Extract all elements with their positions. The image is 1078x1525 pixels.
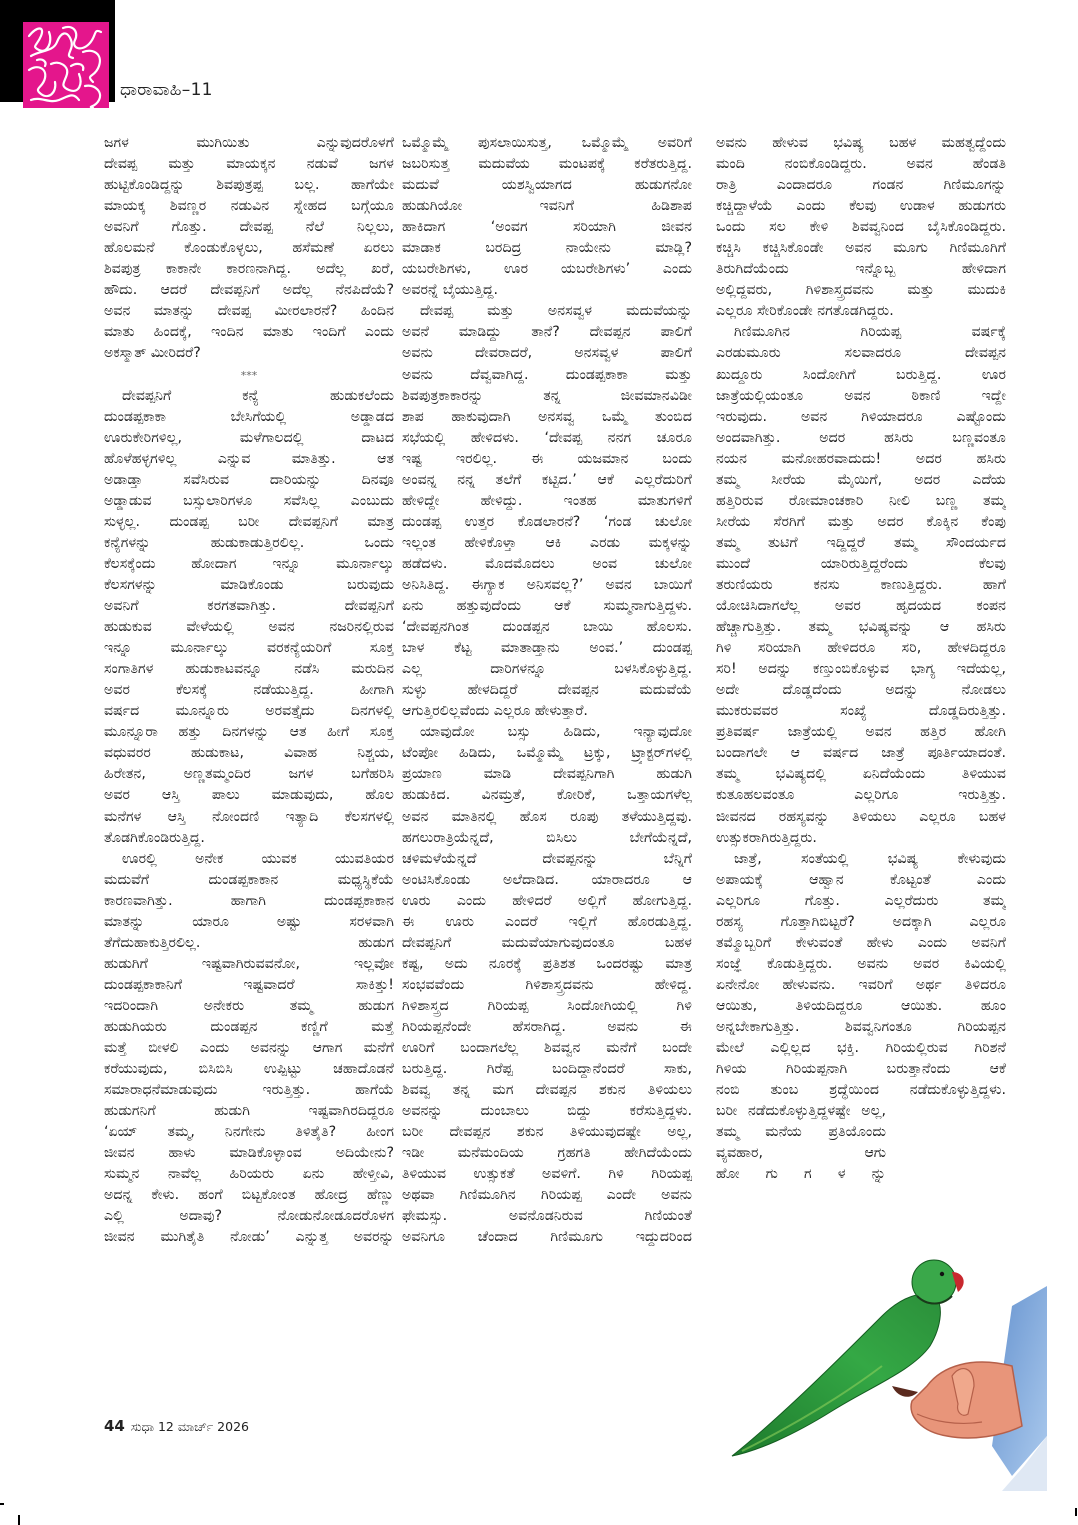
text-line: ಶಿವವ್ವ ತನ್ನ ಮಗ ದೇವಪ್ಪನ ಶಕುನ ತಿಳಿಯಲು — [402, 1082, 692, 1099]
text-line: ಫೇಮಸ್ಸು. ಅವನೊಡನಿರುವ ಗಿಣಿಯಂತೆ — [402, 1208, 692, 1225]
text-line: ಹುಡುಗಿಯೋ ಇವನಿಗೆ ಹಿಡಿಶಾಪ — [402, 198, 692, 215]
text-line: ಮತ್ತೆ ಬೀಳಲಿ ಎಂದು ಅವನನ್ನು ಆಗಾಗ ಮನೆಗೆ — [104, 1040, 394, 1057]
text-line: ಅವನು ಹೇಳುವ ಭವಿಷ್ಯ ಬಹಳ ಮಹತ್ವದ್ದೆಂದು — [716, 135, 1006, 151]
text-line: ಉತ್ಸುಕರಾಗಿರುತ್ತಿದ್ದರು. — [716, 829, 817, 846]
text-line: ಸರಿ! ಅದನ್ನು ಕಣ್ತುಂಬಿಕೊಳ್ಳುವ ಭಾಗ್ಯ ಇದೆಯಲ್ಲ, — [716, 661, 1006, 678]
text-line: ರಹಸ್ಯ ಗೊತ್ತಾಗಿಬಿಟ್ಟರೆ? ಅದಕ್ಕಾಗಿ ಎಲ್ಲರೂ — [716, 913, 1006, 930]
text-line: ಸುಳ್ಳು ಹೇಳದಿದ್ದರೆ ದೇವಪ್ಪನ ಮದುವೆಯೆ — [402, 682, 692, 699]
text-line: ಮುಕರುವವರ ಸಂಖ್ಯೆ ದೊಡ್ಡದಿರುತ್ತಿತ್ತು. — [716, 703, 1006, 720]
text-line: ಹೋ ಗು ಗ ಳ ನ್ನು — [716, 1166, 886, 1183]
text-line: ದೇವಪ್ಪನಿಗೆ ಕನ್ಯೆ ಹುಡುಕಲೆಂದು — [122, 387, 394, 404]
text-line: ವ್ಯವಹಾರ, ಆಗು — [716, 1145, 886, 1162]
text-line: ತಿಳಿಯುವ ಉತ್ಸುಕತೆ ಅವಳಿಗೆ. ಗಿಳಿ ಗಿರಿಯಪ್ಪ — [402, 1166, 692, 1183]
text-line: ಹುಡುಗನಿಗೆ ಹುಡುಗಿ ಇಷ್ಟವಾಗಿರದಿದ್ದರೂ — [104, 1103, 394, 1120]
text-line: ಜೀವನ ಮುಗಿತೈತಿ ನೋಡು’ ಎನ್ನುತ್ತ ಅವರನ್ನು — [104, 1229, 394, 1246]
text-line: ಜಗಳ ಮುಗಿಯಿತು ಎನ್ನುವುದರೊಳಗೆ — [104, 135, 394, 151]
text-line: ಹೇಳಿದ್ದೇ ಹೇಳಿದ್ದು. ಇಂತಹ ಮಾತುಗಳಿಗೆ — [402, 492, 692, 509]
text-line: ಇಷ್ಟ ಇರಲಿಲ್ಲ. ಈ ಯಜಮಾನ ಬಂದು — [402, 450, 692, 467]
text-line: ಇರುವುದು. ಅವನ ಗಿಳಿಯಾದರೂ ಎಷ್ಟೊಂದು — [716, 408, 1006, 425]
text-line: ನಂಬಿ ತುಂಬ ಶ್ರದ್ಧೆಯಿಂದ ನಡೆದುಕೊಳ್ಳುತ್ತಿದ್ದಳು. — [716, 1082, 1006, 1099]
page-footer — [104, 1417, 249, 1435]
text-line: ಏನು ಹತ್ತುವುದೆಂದು ಆಕೆ ಸುಮ್ಮನಾಗುತ್ತಿದ್ದಳು. — [402, 598, 692, 615]
text-line: ಕೆಲಸಗಳನ್ನು ಮಾಡಿಕೊಂಡು ಬರುವುದು — [104, 576, 394, 593]
publication-date: ಸುಧಾ 12 ಮಾರ್ಚ್ 2026 — [130, 1419, 249, 1434]
text-line: ಸಂಗಾತಿಗಳ ಹುಡುಕಾಟವನ್ನೂ ನಡೆಸಿ ಮರುದಿನ — [104, 661, 394, 678]
text-line: ಎಲ್ಲರಿಗೂ ಗೊತ್ತು. ಎಲ್ಲರೆದುರು ತಮ್ಮ — [716, 892, 1006, 909]
text-line: ಅವನು ದೇವರಾದರೆ, ಅನಸವ್ವಳ ಪಾಲಿಗೆ — [402, 345, 692, 362]
text-line: ಏನೇನೋ ಹೇಳುವನು. ಇವರಿಗೆ ಅರ್ಥ ತಿಳಿದರೂ — [716, 976, 1006, 993]
text-line: ಇದರಿಂದಾಗಿ ಅನೇಕರು ತಮ್ಮ ಹುಡುಗ — [104, 997, 394, 1014]
crop-mark — [1075, 1508, 1077, 1516]
text-line: ವಧುವರರ ಹುಡುಕಾಟ, ವಿವಾಹ ನಿಶ್ಚಯ, — [104, 745, 394, 762]
text-line: ಮುಂದೆ ಯಾರಿರುತ್ತಿದ್ದರೆಂದು ಕೆಲವು — [716, 555, 1006, 572]
text-line: ಒಂದು ಸಲ ಕೇಳಿ ಶಿವವ್ವನಿಂದ ಬೈಸಿಕೊಂಡಿದ್ದರು. — [716, 219, 1006, 236]
text-line: ಅವನ ಮಾತಿನಲ್ಲಿ ಹೊಸ ರೂಪು ತಳೆಯುತ್ತಿದ್ದವು. — [402, 808, 692, 825]
text-line: ಈ ಊರು ಎಂದರೆ ಇಲ್ಲಿಗೆ ಹೊರಡುತ್ತಿದ್ದ. — [402, 913, 692, 930]
text-line: ‘ಏಯ್ ತಮ್ಮ, ನಿನಗೇನು ತಿಳಿತೈತಿ? ಹೀಂಗ — [104, 1124, 394, 1141]
text-line: ಹುಡುಕುವ ವೇಳೆಯಲ್ಲಿ ಅವನ ನಜರಿನಲ್ಲಿರುವ — [104, 619, 394, 636]
text-line: ಅಕಸ್ಮಾತ್ ಮೀರಿದರೆ? — [104, 345, 201, 362]
text-line: ಜಾತ್ರೆ, ಸಂತೆಯಲ್ಲಿ ಭವಿಷ್ಯ ಕೇಳುವುದು — [734, 850, 1006, 867]
text-line: ಯಬರೇಶಿಗಳು, ಊರ ಯಬರೇಶಿಗಳು’ ಎಂದು — [402, 261, 692, 278]
text-line: ಶಿವಪುತ್ರಕಾಕಾರನ್ನು ತನ್ನ ಜೀವಮಾನವಿಡೀ — [402, 387, 692, 404]
page-number: 44 — [104, 1417, 125, 1435]
text-line: ಎಲ್ಲರೂ ಸೇರಿಕೊಂಡೇ ನಗತೊಡಗಿದ್ದರು. — [716, 303, 894, 320]
article-column-3 — [716, 133, 1006, 1185]
text-line: ಸೀರೆಯ ಸೆರಗಿಗೆ ಮತ್ತು ಅದರ ಕೊಕ್ಕಿನ ಕೆಂಪು — [716, 513, 1006, 530]
text-line: ಪ್ರತಿವರ್ಷ ಜಾತ್ರೆಯಲ್ಲಿ ಅವನ ಹತ್ತಿರ ಹೋಗಿ — [716, 724, 1006, 741]
text-line: ಮಾತು ಹಿಂದಕ್ಕೆ, ಇಂದಿನ ಮಾತು ಇಂದಿಗೆ ಎಂದು — [104, 324, 394, 341]
text-line: ಹಡೆದಳು. ಮೊದಮೊದಲು ಅಂವ ಚುಲೋ — [402, 555, 692, 572]
text-line: ಹೌದು. ಆದರೆ ದೇವಪ್ಪನಿಗೆ ಅದೆಲ್ಲ ನೆನಪಿದೆಯೆ? — [104, 282, 394, 299]
text-line: ಕುತೂಹಲವಂತೂ ಎಲ್ಲರಿಗೂ ಇರುತ್ತಿತ್ತು. — [716, 787, 1006, 804]
text-line: ಗಿರಿಯಪ್ಪನೆಂದೇ ಹೆಸರಾಗಿದ್ದ. ಅವನು ಈ — [402, 1018, 692, 1035]
text-line: ತಮ್ಮ ಮನೆಯ ಪ್ರತಿಯೊಂದು — [716, 1124, 886, 1141]
text-line: ಕನ್ಯೆಗಳನ್ನು ಹುಡುಕಾಡುತ್ತಿರಲಿಲ್ಲ. ಒಂದು — [104, 534, 394, 551]
text-line: ಮಾಡಾಕ ಬರದಿದ್ರ ನಾಯೇನು ಮಾಡ್ಲಿ? — [402, 240, 692, 257]
text-line: ತಮ್ಮ ತುಟಿಗೆ ಇದ್ದಿದ್ದರೆ ತಮ್ಮ ಸೌಂದರ್ಯದ — [716, 534, 1006, 551]
text-line: ಶಿವಪುತ್ರ ಕಾಕಾನೇ ಕಾರಣನಾಗಿದ್ದ. ಅದೆಲ್ಲ ಖರೆ, — [104, 261, 394, 278]
text-line: ಮನೆಗಳ ಆಸ್ತಿ ನೋಂದಣಿ ಇತ್ಯಾದಿ ಕೆಲಸಗಳಲ್ಲಿ — [104, 808, 394, 825]
text-line: ಮೂನ್ನೂರಾ ಹತ್ತು ದಿನಗಳನ್ನು ಆತ ಹೀಗೆ ಸೂಕ್ತ — [104, 724, 394, 741]
text-line: ಅಲ್ಲಿದ್ದವರು, ಗಿಳಿಶಾಸ್ತ್ರದವನು ಮತ್ತು ಮುದುಕಿ — [716, 282, 1006, 299]
series-logo-icon — [23, 22, 109, 108]
text-line: ಹುಡುಗಿಯರು ದುಂಡಪ್ಪನ ಕಣ್ಣಿಗೆ ಮತ್ತೆ — [104, 1018, 394, 1035]
text-line: ಹೊಳೆಹಳ್ಳಗಳಿಲ್ಲ ಎನ್ನುವ ಮಾತಿತ್ತು. ಆತ — [104, 450, 394, 467]
text-line: ತೆಗೆದುಹಾಕುತ್ತಿರಲಿಲ್ಲ. ಹುಡುಗ — [104, 934, 394, 951]
text-line: ಮಾತನ್ನು ಯಾರೂ ಅಷ್ಟು ಸರಳವಾಗಿ — [104, 913, 394, 930]
text-line: ಕೆಲಸಕ್ಕೆಂದು ಹೋದಾಗ ಇನ್ನೂ ಮೂರ್ನಾಲ್ಕು — [104, 555, 394, 572]
text-line: ಚಳಿಮಳೆಯೆನ್ನದೆ ದೇವಪ್ಪನನ್ನು ಬೆನ್ನಿಗೆ — [402, 850, 692, 867]
text-line: ಅವನನ್ನು ದುಂಬಾಲು ಬಿದ್ದು ಕರೆಸುತ್ತಿದ್ದಳು. — [402, 1103, 692, 1120]
text-line: ಅವರ ಕೆಲಸಕ್ಕೆ ನಡೆಯುತ್ತಿದ್ದ. ಹೀಗಾಗಿ — [104, 682, 394, 699]
text-line: ಯೋಚಿಸಿದಾಗಲೆಲ್ಲ ಅವರ ಹೃದಯದ ಕಂಪನ — [716, 598, 1006, 615]
text-line: ತಿರುಗಿದೆಯೆಂದು ಇನ್ನೊಬ್ಬ ಹೇಳಿದಾಗ — [716, 261, 1006, 278]
text-line: ಅಂದವಾಗಿತ್ತು. ಅದರ ಹಸಿರು ಬಣ್ಣವಂತೂ — [716, 429, 1006, 446]
text-line: ಬರೀ ದೇವಪ್ಪನ ಶಕುನ ತಿಳಿಯುವುದಷ್ಟೇ ಅಲ್ಲ, — [402, 1124, 692, 1141]
text-line: ಅವನಿಗೂ ಚೆಂದಾದ ಗಿಣಿಮೂಗು ಇದ್ದುದರಿಂದ — [402, 1229, 692, 1246]
text-line: ಎರಡುಮೂರು ಸಲವಾದರೂ ದೇವಪ್ಪನ — [716, 345, 1006, 362]
text-line: ಅನ್ನಬೇಕಾಗುತ್ತಿತ್ತು. ಶಿವವ್ವನಿಗಂತೂ ಗಿರಿಯಪ್ಪನ — [716, 1018, 1006, 1035]
text-line: ಹುಡುಗಿಗೆ ಇಷ್ಟವಾಗಿರುವವನೋ, ಇಲ್ಲವೋ — [104, 955, 394, 972]
text-line: ಇಡೀ ಮನೆಮಂದಿಯ ಗ್ರಹಗತಿ ಹೇಗಿದೆಯೆಂದು — [402, 1145, 692, 1162]
text-line: ಮೇಲೆ ಎಲ್ಲಿಲ್ಲದ ಭಕ್ತಿ. ಗಿರಿಯಲ್ಲಿರುವ ಗಿರಿಶನೆ — [716, 1040, 1006, 1057]
crop-mark — [0, 1503, 4, 1505]
text-line: ಅಡಾಡ್ತಾ ಸವೆಸಿರುವ ದಾರಿಯನ್ನು ದಿನವೂ — [104, 471, 394, 488]
text-line: ಅವನ ಮಾತನ್ನು ದೇವಪ್ಪ ಮೀರಲಾರನೆ? ಹಿಂದಿನ — [104, 303, 394, 320]
text-line: ಗಿಣಿಮೂಗಿನ ಗಿರಿಯಪ್ಪ ವರ್ಷಕ್ಕೆ — [734, 324, 1006, 341]
text-line: ಮದುವೆಗೆ ದುಂಡಪ್ಪಕಾಕಾನ ಮಧ್ಯಸ್ಥಿಕೆಯೆ — [104, 871, 394, 888]
text-line: ಅವನು ದೆವ್ವವಾಗಿದ್ದ. ದುಂಡಪ್ಪಕಾಕಾ ಮತ್ತು — [402, 366, 692, 383]
text-line: ಮದುವೆ ಯಶಸ್ವಿಯಾಗದ ಹುಡುಗನೋ — [402, 177, 692, 194]
text-line: ಊರಿಗೆ ಬಂದಾಗಲೆಲ್ಲ ಶಿವವ್ವನ ಮನೆಗೆ ಬಂದೇ — [402, 1040, 692, 1057]
section-break: *** — [240, 368, 258, 382]
text-line: ನಯನ ಮನೋಹರವಾದುದು! ಅದರ ಹಸಿರು — [716, 450, 1006, 467]
text-line: ಅಪಾಯಕ್ಕೆ ಆಹ್ವಾನ ಕೊಟ್ಟಂತೆ ಎಂದು — [716, 871, 1006, 888]
text-line: ಊರಲ್ಲಿ ಅನೇಕ ಯುವಕ ಯುವತಿಯರ — [122, 850, 394, 867]
text-line: ದುಂಡಪ್ಪ ಉತ್ತರ ಕೊಡಲಾರನೆ? ‘ಗಂಡ ಚುಲೋ — [402, 513, 692, 530]
text-line: ತರುಣಿಯರು ಕನಸು ಕಾಣುತ್ತಿದ್ದರು. ಹಾಗೆ — [716, 576, 1006, 593]
text-line: ಕಾರಣವಾಗಿತ್ತು. ಹಾಗಾಗಿ ದುಂಡಪ್ಪಕಾಕಾನ — [104, 892, 394, 909]
text-line: ರಾತ್ರಿ ಎಂದಾದರೂ ಗಂಡನ ಗಿಣಿಮೂಗನ್ನು — [716, 177, 1006, 194]
text-line: ಹೊಲಮನೆ ಕೊಂಡುಕೊಳ್ಳಲು, ಹಸೆಮಣೆ ಏರಲು — [104, 240, 394, 257]
text-line: ಸುಮ್ಮನ ನಾವೆಲ್ಲ ಹಿರಿಯರು ಏನು ಹೇಳ್ತೀವಿ, — [104, 1166, 394, 1183]
series-title: ಧಾರಾವಾಹಿ–11 — [120, 80, 213, 100]
text-line: ಅಡ್ಡಾಡುವ ಬಸ್ಸುಲಾರಿಗಳೂ ಸವೆಸಿಲ್ಲ ಎಂಬುದು — [104, 492, 394, 509]
text-line: ದೇವಪ್ಪ ಮತ್ತು ಅನಸವ್ವಳ ಮದುವೆಯನ್ನು — [420, 303, 692, 320]
text-line: ಹುಟ್ಟಿಕೊಂಡಿದ್ದನ್ನು ಶಿವಪುತ್ರಪ್ಪ ಬಲ್ಲ. ಹಾಗೆಯೇ — [104, 177, 394, 194]
text-line: ಒಮ್ಮೊಮ್ಮೆ ಪುಸಲಾಯಿಸುತ್ತ, ಒಮ್ಮೊಮ್ಮೆ ಅವರಿಗೆ — [402, 135, 692, 151]
text-line: ಗಿಳಿ ಸರಿಯಾಗಿ ಹೇಳಿದರೂ ಸರಿ, ಹೇಳದಿದ್ದರೂ — [716, 640, 1006, 657]
text-line: ಕರೆಯುವುದು, ಬಿಸಿಬಿಸಿ ಉಪ್ಪಿಟ್ಟು ಚಹಾದೊಡನೆ — [104, 1061, 394, 1078]
text-line: ಜಾತ್ರೆಯಲ್ಲಿಯಂತೂ ಅವನ ಠಿಕಾಣಿ ಇದ್ದೇ — [716, 387, 1006, 404]
text-line: ಅನಿಸಿತಿದ್ದ. ಈಗ್ಯಾಕ ಅನಿಸವಲ್ಲ?’ ಅವನ ಬಾಯಿಗೆ — [402, 576, 692, 593]
text-line: ಹೆಚ್ಚಾಗುತ್ತಿತ್ತು. ತಮ್ಮ ಭವಿಷ್ಯವನ್ನು ಆ ಹಸಿರು — [716, 619, 1006, 636]
text-line: ಅಂವನ್ನ ನನ್ನ ತಲೆಗೆ ಕಟ್ಟಿದ.’ ಆಕೆ ಎಲ್ಲರೆದುರಿಗೆ — [402, 471, 692, 488]
text-line: ಬಂದಾಗಲೇ ಆ ವರ್ಷದ ಜಾತ್ರೆ ಪೂರ್ತಿಯಾದಂತೆ. — [716, 745, 1006, 762]
text-line: ಅವನಿಗೆ ಕರಗತವಾಗಿತ್ತು. ದೇವಪ್ಪನಿಗೆ — [104, 598, 394, 615]
text-line: ದೇವಪ್ಪನಿಗೆ ಮದುವೆಯಾಗುವುದಂತೂ ಬಹಳ — [402, 934, 692, 951]
text-line: ಇಲ್ಲಂತ ಹೇಳಿಕೊಳ್ತಾ ಆಕಿ ಎರಡು ಮಕ್ಕಳನ್ನು — [402, 534, 692, 551]
text-line: ಎಲ್ಲ ದಾರಿಗಳನ್ನೂ ಬಳಸಿಕೊಳ್ಳುತ್ತಿದ್ದ. — [402, 661, 692, 678]
text-line: ಅವರನ್ನೆ ಬೈಯುತ್ತಿದ್ದ. — [402, 282, 498, 299]
text-line: ಅವನೆ ಮಾಡಿದ್ದು ತಾನೆ? ದೇವಪ್ಪನ ಪಾಲಿಗೆ — [402, 324, 692, 341]
text-line: ಹಿರೇತನ, ಅಣ್ಣತಮ್ಮಂದಿರ ಜಗಳ ಬಗೆಹರಿಸಿ — [104, 766, 394, 783]
text-line: ಟೆಂಪೋ ಹಿಡಿದು, ಒಮ್ಮೊಮ್ಮೆ ಟ್ರಕ್ಕು, ಟ್ರ್ಯಾಕ್ಟರ್‌ಗಳಲ್ಲಿ — [402, 745, 692, 762]
text-line: ಯಾವುದೋ ಬಸ್ಸು ಹಿಡಿದು, ಇನ್ಯಾವುದೋ — [420, 724, 692, 741]
text-line: ದೇವಪ್ಪ ಮತ್ತು ಮಾಯಕ್ಕನ ನಡುವೆ ಜಗಳ — [104, 156, 394, 173]
text-line: ಹತ್ತಿರಿರುವ ರೋಮಾಂಚಕಾರಿ ನೀಲಿ ಬಣ್ಣ ತಮ್ಮ — [716, 492, 1006, 509]
text-line: ಆಯಿತು, ತಿಳಿಯದಿದ್ದರೂ ಆಯಿತು. ಹೂಂ — [716, 997, 1006, 1014]
article-column-2 — [402, 133, 692, 1248]
text-line: ಎಲ್ಲಿ ಅದಾವು? ನೋಡುನೋಡೂದರೊಳಗ — [104, 1208, 394, 1225]
text-line: ಗಿಳಿಯ ಗಿರಿಯಪ್ಪನಾಗಿ ಬರುತ್ತಾನೆಂದು ಆಕೆ — [716, 1061, 1006, 1078]
text-line: ಅವನಿಗೆ ಗೊತ್ತು. ದೇವಪ್ಪ ನೆಲೆ ನಿಲ್ಲಲು, — [104, 219, 394, 236]
text-line: ಅವರ ಆಸ್ತಿ ಪಾಲು ಮಾಡುವುದು, ಹೊಲ — [104, 787, 394, 804]
text-line: ಹಾಕಿದಾಗ ‘ಅಂವಗ ಸರಿಯಾಗಿ ಜೀವನ — [402, 219, 692, 236]
text-line: ಖುದ್ದೂರು ಸಿಂದೋಗಿಗೆ ಬರುತ್ತಿದ್ದ. ಊರ — [716, 366, 1006, 383]
text-line: ಮಾಯಕ್ಕ ಶಿವಣ್ಣರ ನಡುವಿನ ಸ್ನೇಹದ ಬಗ್ಗೆಯೂ — [104, 198, 394, 215]
text-line: ಇನ್ನೂ ಮೂರ್ನಾಲ್ಕು ವರಕನ್ಯೆಯರಿಗೆ ಸೂಕ್ತ — [104, 640, 394, 657]
text-line: ಪ್ರಯಾಣ ಮಾಡಿ ದೇವಪ್ಪನಿಗಾಗಿ ಹುಡುಗಿ — [402, 766, 692, 783]
text-line: ತಮ್ಮ ಸೀರೆಯ ಮೈಯಿಗೆ, ಅದರ ಎದೆಯ — [716, 471, 1006, 488]
text-line: ಅದನ್ನ ಕೇಳು. ಹಂಗೆ ಬಿಟ್ಟಕೋಂತ ಹೋದ್ರ ಹೆಣ್ಣು — [104, 1187, 394, 1204]
text-line: ಸಮಾರಾಧನೆಮಾಡುವುದು ಇರುತ್ತಿತ್ತು. ಹಾಗೆಯೆ — [104, 1082, 394, 1099]
parrot-illustration — [712, 1236, 1052, 1491]
text-line: ಹಗಲುರಾತ್ರಿಯೆನ್ನದೆ, ಬಿಸಿಲು ಬೇಗೆಯೆನ್ನದೆ, — [402, 829, 692, 846]
text-line: ಕಷ್ಟ, ಅದು ನೂರಕ್ಕೆ ಪ್ರತಿಶತ ಒಂದರಷ್ಟು ಮಾತ್ರ — [402, 955, 692, 972]
text-line: ಶಾಪ ಹಾಕುವುದಾಗಿ ಅನಸವ್ವ ಒಮ್ಮೆ ತುಂಬಿದ — [402, 408, 692, 425]
text-line: ಜೀವನದ ರಹಸ್ಯವನ್ನು ತಿಳಿಯಲು ಎಲ್ಲರೂ ಬಹಳ — [716, 808, 1006, 825]
text-line: ದುಂಡಪ್ಪಕಾಕಾನಿಗೆ ಇಷ್ಟವಾದರೆ ಸಾಕಿತ್ತು! — [104, 976, 394, 993]
text-line: ಬಾಳ ಕೆಟ್ಟ ಮಾತಾಡ್ತಾನು ಅಂವ.’ ದುಂಡಪ್ಪ — [402, 640, 692, 657]
text-line: ಕಚ್ಚಿಸಿ ಕಚ್ಚಿಸಿಕೊಂಡೇ ಅವನ ಮೂಗು ಗಿಣಿಮೂಗಿಗೆ — [716, 240, 1006, 257]
text-line: ವರ್ಷದ ಮೂನ್ನೂರು ಅರವತ್ತೈದು ದಿನಗಳಲ್ಲಿ — [104, 703, 394, 720]
text-line: ದುಂಡಪ್ಪಕಾಕಾ ಬೇಸಿಗೆಯಲ್ಲಿ ಅಡ್ಡಾಡದ — [104, 408, 394, 425]
text-line: ಹುಡುಕಿದ. ವಿನಮ್ರತೆ, ಕೋರಿಕೆ, ಒತ್ತಾಯಗಳೆಲ್ಲ — [402, 787, 692, 804]
text-line: ಜೀವನ ಹಾಳು ಮಾಡಿಕೊಳ್ಳಾಂವ ಅದಿಯೇನು? — [104, 1145, 394, 1162]
text-line: ಮಂದಿ ನಂಬಿಕೊಂಡಿದ್ದರು. ಅವನ ಹೆಂಡತಿ — [716, 156, 1006, 173]
text-line: ಸಂಜ್ಞೆ ಕೊಡುತ್ತಿದ್ದರು. ಅವನು ಅವರ ಕಿವಿಯಲ್ಲಿ — [716, 955, 1006, 972]
text-line: ಬರುತ್ತಿದ್ದ. ಗಿರೆಪ್ಪ ಬಂದಿದ್ದಾನೆಂದರೆ ಸಾಕು, — [402, 1061, 692, 1078]
text-line: ಅಂಟಿಸಿಕೊಂಡು ಅಲೆದಾಡಿದ. ಯಾರಾದರೂ ಆ — [402, 871, 692, 888]
text-line: ಅಥವಾ ಗಿಣಿಮೂಗಿನ ಗಿರಿಯಪ್ಪ ಎಂದೇ ಅವನು — [402, 1187, 692, 1204]
text-line: ಗಿಳಿಶಾಸ್ತ್ರದ ಗಿರಿಯಪ್ಪ ಸಿಂದೋಗಿಯಲ್ಲಿ ಗಿಳಿ — [402, 997, 692, 1014]
text-line: ಊರು ಎಂದು ಹೇಳಿದರೆ ಅಲ್ಲಿಗೆ ಹೋಗುತ್ತಿದ್ದ. — [402, 892, 692, 909]
text-line: ಆಗುತ್ತಿರಲಿಲ್ಲವೆಂದು ಎಲ್ಲರೂ ಹೇಳುತ್ತಾರೆ. — [402, 703, 588, 720]
text-line: ಜಬರಿಸುತ್ತ ಮದುವೆಯ ಮಂಟಪಕ್ಕೆ ಕರೆತರುತ್ತಿದ್ದ. — [402, 156, 692, 173]
crop-mark — [18, 1515, 20, 1525]
text-line: ತಮ್ಮ ಭವಿಷ್ಯದಲ್ಲಿ ಏನಿದೆಯೆಂದು ತಿಳಿಯುವ — [716, 766, 1006, 783]
text-line: ‘ದೇವಪ್ಪನಗಿಂತ ದುಂಡಪ್ಪನ ಬಾಯಿ ಹೊಲಸು. — [402, 619, 692, 636]
text-line: ಸಭೆಯಲ್ಲಿ ಹೇಳಿದಳು. ‘ದೇವಪ್ಪ ನನಗ ಚೂರೂ — [402, 429, 692, 446]
article-column-1 — [104, 133, 394, 1248]
text-line: ಅದೇ ದೊಡ್ಡದೆಂದು ಅದನ್ನು ನೋಡಲು — [716, 682, 1006, 699]
text-line: ಊರುಕೇರಿಗಳಿಲ್ಲ, ಮಳೆಗಾಲದಲ್ಲಿ ದಾಟದ — [104, 429, 394, 446]
text-line: ಬರೀ ನಡೆದುಕೊಳ್ಳುತ್ತಿದ್ದಳಷ್ಟೇ ಅಲ್ಲ, — [716, 1103, 886, 1120]
text-line: ಸಂಭವವೆಂದು ಗಿಳಿಶಾಸ್ತ್ರದವನು ಹೇಳಿದ್ದ. — [402, 976, 692, 993]
text-line: ಸುಳ್ಳಲ್ಲ. ದುಂಡಪ್ಪ ಬರೀ ದೇವಪ್ಪನಿಗೆ ಮಾತ್ರ — [104, 513, 394, 530]
text-line: ಕಚ್ಚಿದ್ದಾಳೆಯೆ ಎಂದು ಕೆಲವು ಉಡಾಳ ಹುಡುಗರು — [716, 198, 1006, 215]
text-line: ತೊಡಗಿಕೊಂಡಿರುತ್ತಿದ್ದ. — [104, 829, 205, 846]
text-line: ತಮ್ಮೊಬ್ಬರಿಗೆ ಕೇಳುವಂತೆ ಹೇಳು ಎಂದು ಅವನಿಗೆ — [716, 934, 1006, 951]
